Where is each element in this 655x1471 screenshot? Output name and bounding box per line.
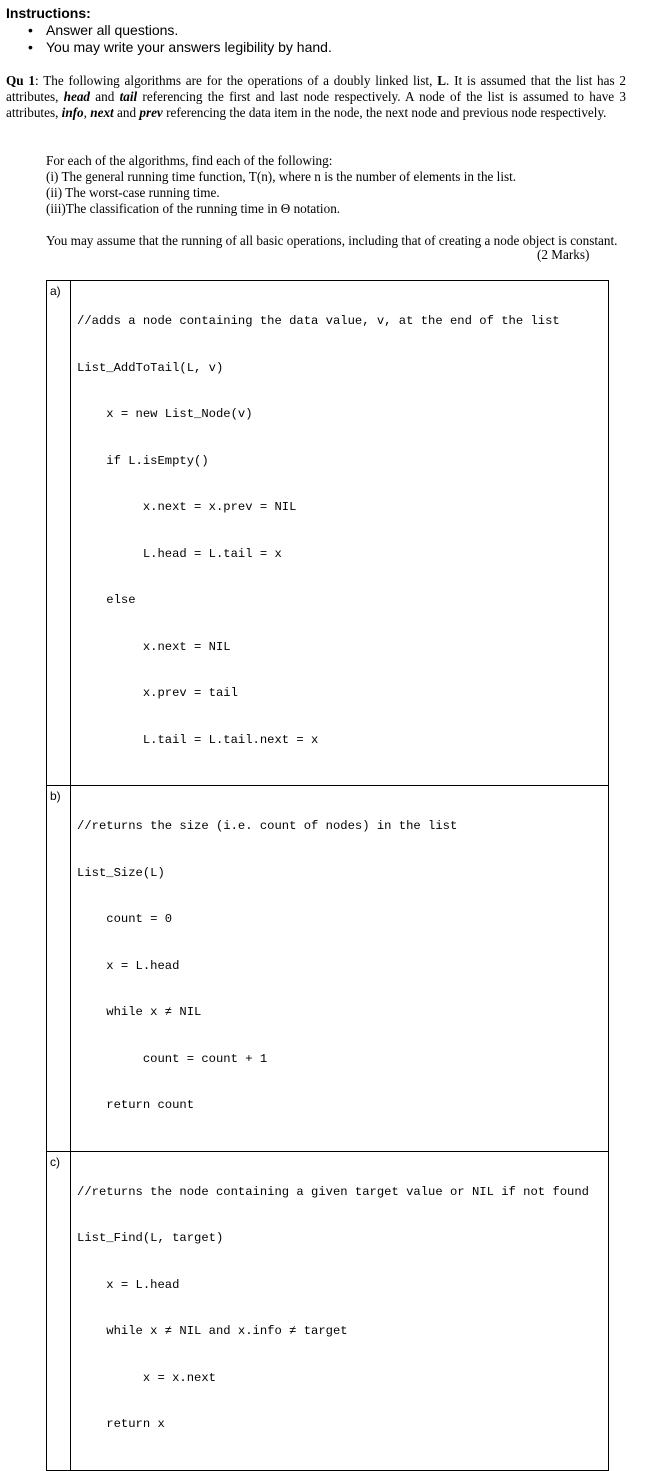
task-line: (i) The general running time function, T(n), where n is the number of elements in the list. xyxy=(46,169,517,184)
intro-text: : The following algorithms are for the operations of a doubly linked list, xyxy=(34,73,438,88)
instructions-list xyxy=(28,22,332,56)
code-line: x = L.head xyxy=(77,958,180,973)
algorithm-row-c xyxy=(47,1151,609,1470)
question-label: Qu 1 xyxy=(6,73,35,88)
code-line: List_Find(L, target) xyxy=(77,1231,224,1245)
code-block xyxy=(71,786,609,1152)
intro-text: referencing the first and last node respectively. A node of the list is assumed to have 3 attributes, xyxy=(6,89,626,120)
part-label: c) xyxy=(47,1151,71,1470)
code-line: x.prev = tail xyxy=(77,686,238,700)
code-line: L.head = L.tail = x xyxy=(77,546,282,561)
part-label: a) xyxy=(47,281,71,786)
intro-text: and xyxy=(90,89,120,104)
code-line: x = new List_Node(v) xyxy=(77,407,253,421)
intro-text: and xyxy=(113,105,140,120)
instruction-item: • Answer all questions. xyxy=(28,22,332,39)
algorithms-table xyxy=(46,280,609,1471)
code-comment: //returns the size (i.e. count of nodes) in the list xyxy=(77,819,458,833)
instruction-item: • You may write your answers legibility by hand. xyxy=(28,39,332,56)
code-line: x = x.next xyxy=(77,1370,216,1385)
code-line: List_AddToTail(L, v) xyxy=(77,360,224,375)
code-line: else xyxy=(77,593,136,607)
code-line: L.tail = L.tail.next = x xyxy=(77,732,319,747)
intro-text: referencing the data item in the node, the next node and previous node respectively. xyxy=(162,105,607,120)
attr-next: next xyxy=(90,105,114,120)
question-intro xyxy=(6,73,626,121)
code-comment: //adds a node containing the data value, v, at the end of the list xyxy=(77,314,560,328)
code-line: count = 0 xyxy=(77,912,173,926)
code-block xyxy=(71,281,609,786)
assumption-sentence: You may assume that the running of all basic operations, including that of creating a node object is constant. xyxy=(46,233,618,248)
code-line: List_Size(L) xyxy=(77,865,165,880)
code-line: while x ≠ NIL and x.info ≠ target xyxy=(77,1324,348,1338)
code-line: count = count + 1 xyxy=(77,1051,268,1066)
marks-label: (2 Marks) xyxy=(537,247,590,262)
intro-text: . It is assumed that the list has 2 attributes, xyxy=(6,73,627,104)
code-comment: //returns the node containing a given target value or NIL if not found xyxy=(77,1184,589,1199)
code-line: x.next = x.prev = NIL xyxy=(77,500,297,514)
code-line: if L.isEmpty() xyxy=(77,453,209,468)
code-line: while x ≠ NIL xyxy=(77,1005,202,1019)
instructions-heading: Instructions: xyxy=(6,5,91,21)
task-line: For each of the algorithms, find each of the following: xyxy=(46,153,333,168)
code-line: x = L.head xyxy=(77,1277,180,1292)
attr-tail: tail xyxy=(119,89,138,104)
code-line: return x xyxy=(77,1417,165,1431)
code-line: x.next = NIL xyxy=(77,639,231,654)
intro-text: , xyxy=(83,105,91,120)
algorithm-row-b xyxy=(47,786,609,1152)
part-label: b) xyxy=(47,786,71,1152)
algorithm-row-a xyxy=(47,281,609,786)
attr-prev: prev xyxy=(139,105,163,120)
tasks-list xyxy=(46,153,626,217)
code-block xyxy=(71,1151,609,1470)
attr-head: head xyxy=(63,89,91,104)
code-line: return count xyxy=(77,1098,195,1112)
attr-info: info xyxy=(61,105,84,120)
task-line: (iii)The classification of the running time in Θ notation. xyxy=(46,201,341,216)
task-line: (ii) The worst-case running time. xyxy=(46,185,220,200)
list-name: L xyxy=(437,73,446,88)
